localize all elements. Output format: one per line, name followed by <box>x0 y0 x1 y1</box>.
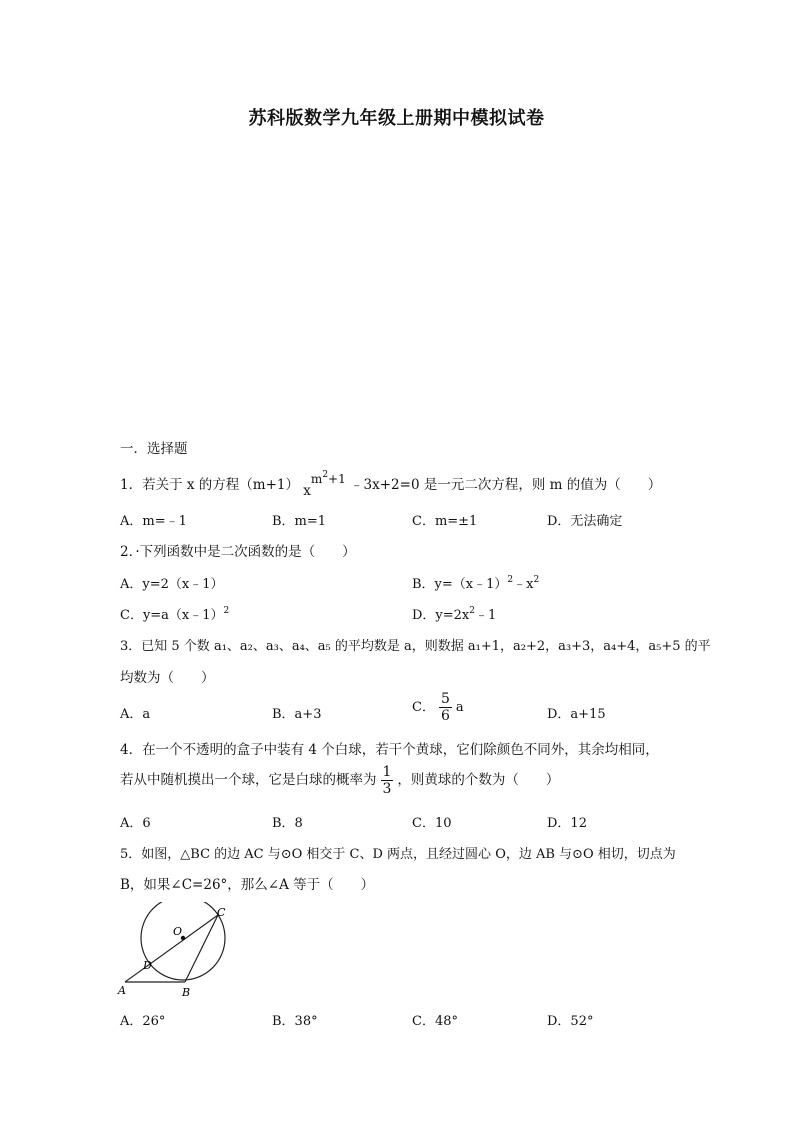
q5-option-c[interactable]: C．48° <box>412 1014 458 1029</box>
question-5-line-1: 5．如图，△BC 的边 AC 与⊙O 相交于 C、D 两点，且经过圆心 O，边 AB 与⊙O 相切，切点为 <box>120 847 676 862</box>
label-o: O <box>173 925 183 938</box>
q3-option-b[interactable]: B．a+3 <box>272 707 322 722</box>
question-5-line-2: B，如果∠C=26°，那么∠A 等于（ ） <box>120 877 375 893</box>
q1-option-d[interactable]: D．无法确定 <box>547 514 623 529</box>
q3-option-a[interactable]: A．a <box>120 707 151 722</box>
q5-option-a[interactable]: A．26° <box>120 1014 166 1029</box>
q5-option-b[interactable]: B．38° <box>272 1014 318 1029</box>
q2-option-a[interactable]: A．y=2（x﹣1） <box>120 577 224 592</box>
q1-option-c[interactable]: C．m=±1 <box>412 514 478 529</box>
question-3-line-1: 3．已知 5 个数 a₁、a₂、a₃、a₄、a₅ 的平均数是 a，则数据 a₁+1，a₂+2，a₃+3，a₄+4，a₅+5 的平 <box>120 639 711 654</box>
q2-option-b[interactable]: B．$y=(x﹣1)^2﹣x^2$ <box>412 575 540 592</box>
line-bc <box>185 915 218 982</box>
q4-option-a[interactable]: A．6 <box>120 816 151 831</box>
label-c: C <box>217 906 226 919</box>
q3-option-c[interactable]: C． $\frac{5}{6}$ a <box>412 691 464 724</box>
section-heading: 一．选择题 <box>120 441 188 457</box>
q1-stem-post: ﹣3x+2=0 是一元二次方程，则 m 的值为（ ） <box>350 477 662 493</box>
q3-option-d[interactable]: D．a+15 <box>547 707 606 722</box>
q1-option-a[interactable]: A．m=﹣1 <box>120 514 187 529</box>
label-a: A <box>118 984 126 997</box>
geometry-figure <box>115 902 240 1002</box>
q2-option-d[interactable]: D．$y=2x^2﹣1$ <box>412 606 497 623</box>
question-2: 2．·下列函数中是二次函数的是（ ） <box>120 544 356 560</box>
q4-option-c[interactable]: C．10 <box>412 816 452 831</box>
q1-option-b[interactable]: B．m=1 <box>272 514 327 529</box>
circle-o <box>141 902 225 980</box>
line-ac <box>125 915 218 982</box>
q4-option-d[interactable]: D．12 <box>547 816 587 831</box>
q4-option-b[interactable]: B．8 <box>272 816 303 831</box>
q2-option-c[interactable]: C．y=a（x﹣1）$^2$ <box>120 606 230 623</box>
question-4-line-2: 若从中随机摸出一个球，它是白球的概率为 $\frac{1}{3}$ ，则黄球的个数为（ ） <box>120 764 560 797</box>
label-b: B <box>182 986 191 999</box>
q1-power-base: x <box>303 483 311 499</box>
q3-fraction: $\frac{5}{6}$ <box>440 691 450 724</box>
q4-fraction: $\frac{1}{3}$ <box>382 764 392 797</box>
question-1 <box>120 470 662 499</box>
question-3-line-2: 均数为（ ） <box>120 670 215 686</box>
label-d: D <box>143 959 152 972</box>
q1-exponent: $m^2+1$ <box>310 470 346 486</box>
q5-option-d[interactable]: D．52° <box>547 1014 594 1029</box>
page-title: 苏科版数学九年级上册期中模拟试卷 <box>248 108 545 129</box>
q1-stem-pre: 1．若关于 x 的方程（m+1） <box>120 477 299 493</box>
question-4-line-1: 4．在一个不透明的盒子中装有 4 个白球，若干个黄球，它们除颜色不同外，其余均相同， <box>120 742 659 758</box>
